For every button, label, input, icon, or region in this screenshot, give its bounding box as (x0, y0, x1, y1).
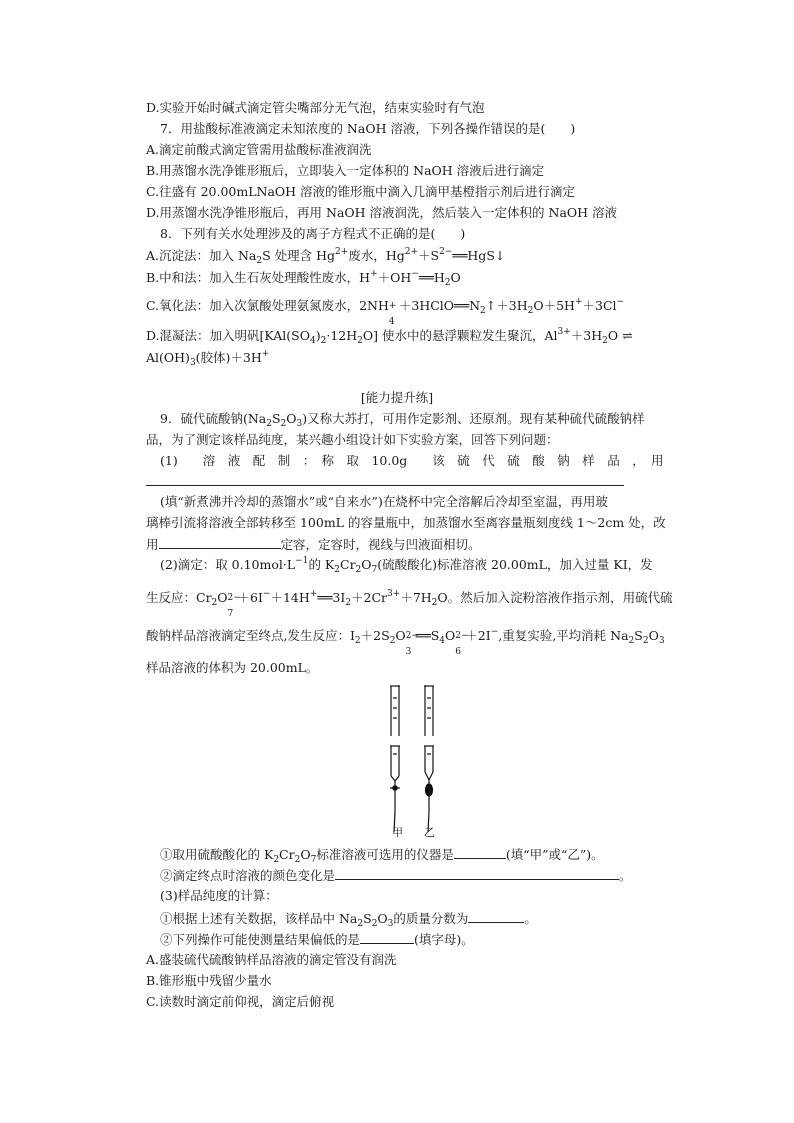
fill-blank[interactable] (159, 536, 281, 549)
q8-option-a: A.沉淀法：加入 $Na_2S$ 处理含 $Hg^{2+}$废水，$Hg^{2+}+S^{2-}══HgS↓$ (146, 247, 506, 266)
q9-part2-sub1: ①取用硫酸酸化的 $K_2Cr_2O_7$标准溶液可选用的仪器是 (填“甲”或“乙”)。 (160, 847, 604, 865)
q6-option-d: D.实验开始时碱式滴定管尖嘴部分无气泡，结束实验时有气泡 (146, 100, 485, 115)
q8-stem: 8．下列有关水处理涉及的离子方程式不正确的是( ) (160, 226, 466, 241)
q9-part1: (1) 溶 液 配 制 ： 称 取 10.0g 该 硫 代 硫 酸 钠 样 品 ， 用 (160, 453, 664, 468)
q9-part2: (2)滴定：取 $0.10mol\cdot L^{-1}$的 $K_2Cr_2O_7$(硫酸酸化)标准溶液 20.00mL，加入过量 KI，发 (160, 556, 653, 575)
q9-option-a: A.盛装硫代硫酸钠样品溶液的滴定管没有润洗 (146, 952, 397, 967)
q9-part2-cont1: 生反应：$Cr_2O$ 2− 7 $+6I^-+14H^+══3I_2+2Cr^{3+}+7H_2O$。然后加入淀粉溶液作指示剂，用硫代硫 (146, 589, 673, 619)
q9-part1-cont3: 用 定容，定容时，视线与凹液面相切。 (146, 537, 481, 552)
q9-stem: 9．硫代硫酸钠$(Na_2S_2O_3)$又称大苏打，可用作定影剂、还原剂。现有某种硫代硫酸钠样 (160, 411, 645, 429)
fill-blank[interactable] (335, 867, 619, 880)
q9-part3-sub1: ①根据上述有关数据，该样品中 $Na_2S_2O_3$的质量分数为 。 (160, 911, 537, 929)
q9-part3: (3)样品纯度的计算： (160, 888, 278, 903)
fill-blank[interactable] (360, 931, 414, 944)
q8-option-c: C.氧化法：加入次氯酸处理氨氮废水，2NH + 4 $+3HClO══N_2↑+3H_2O+5H^++3Cl^-$ (146, 297, 625, 327)
q9-part1-cont2: 璃棒引流将溶液全部转移至 100mL 的容量瓶中，加蒸馏水至离容量瓶刻度线 1～2cm 处，改 (146, 515, 666, 530)
q9-part2-sub2: ②滴定终点时溶液的颜色变化是 。 (160, 868, 632, 883)
base-burette-yi (424, 686, 434, 832)
q9-part2-cont2: 酸钠样品溶液滴定至终点,发生反应：$I_2+2S_2O$ 2− 3 $══S_4O$ 2− 6 ＋2I−,重复实验,平均消耗 $Na_2S_2O_3$ (146, 627, 665, 657)
q9-option-b: B.锥形瓶中残留少量水 (146, 973, 272, 988)
acid-burette-jia (390, 686, 400, 832)
q8-option-d-cont: $Al(OH)_3$(胶体)＋3H+ (146, 349, 270, 368)
burette-figure (380, 684, 450, 834)
q9-option-c: C.读数时滴定前仰视，滴定后俯视 (146, 994, 335, 1009)
figure-label-yi: 乙 (424, 826, 435, 839)
q9-part3-sub2: ②下列操作可能使测量结果偏低的是 (填字母)。 (160, 932, 474, 947)
q9-part2-cont3: 样品溶液的体积为 20.00mL。 (146, 660, 319, 675)
fill-blank[interactable] (454, 846, 506, 859)
q7-option-a: A.滴定前酸式滴定管需用盐酸标准液润洗 (146, 142, 372, 157)
q8-option-d: D.混凝法：加入明矾$[KAl(SO_4)_2\cdot 12H_2O]$ 使水中的悬浮颗粒发生聚沉，$Al^{3+}+3H_2O$ ⇌ (146, 327, 633, 346)
q7-option-d: D.用蒸馏水洗净锥形瓶后，再用 NaOH 溶液润洗，然后装入一定体积的 NaOH 溶液 (146, 205, 618, 220)
fill-blank[interactable] (468, 910, 524, 923)
q8-option-b: B.中和法：加入生石灰处理酸性废水，$H^++OH^-══H_2O$ (146, 269, 461, 288)
burettes-diagram (380, 684, 450, 834)
q9-stem-cont: 品，为了测定该样品纯度，某兴趣小组设计如下实验方案，回答下列问题： (146, 432, 559, 447)
q7-option-c: C.往盛有 20.00mLNaOH 溶液的锥形瓶中滴入几滴甲基橙指示剂后进行滴定 (146, 184, 576, 199)
q9-part1-cont1: (填“新煮沸并冷却的蒸馏水”或“自来水”)在烧杯中完全溶解后冷却至室温，再用玻 (160, 494, 608, 509)
q9-part1-blank[interactable] (146, 485, 624, 486)
q7-option-b: B.用蒸馏水洗净锥形瓶后，立即装入一定体积的 NaOH 溶液后进行滴定 (146, 163, 545, 178)
section-heading: [能力提升练] (360, 390, 434, 405)
figure-label-jia: 甲 (392, 826, 403, 839)
q7-stem: 7．用盐酸标准液滴定未知浓度的 NaOH 溶液，下列各操作错误的是( ) (160, 121, 576, 136)
